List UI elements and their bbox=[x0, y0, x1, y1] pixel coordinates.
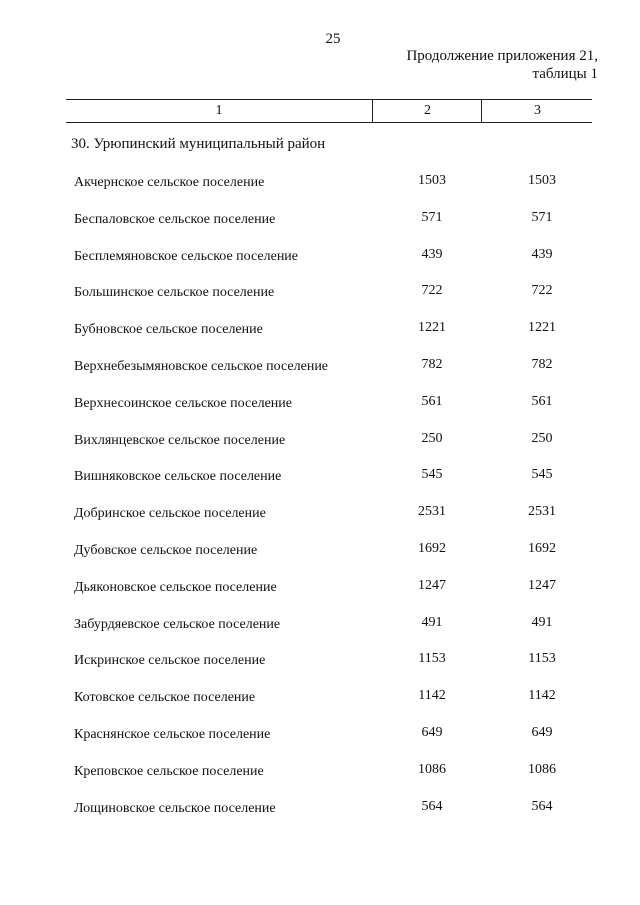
settlement-name: Верхнебезымяновское сельское поселение bbox=[74, 358, 329, 374]
header-col-3: 3 bbox=[481, 100, 593, 122]
table-row bbox=[0, 538, 640, 575]
value-col-3: 1503 bbox=[528, 173, 556, 188]
table-row bbox=[0, 391, 640, 428]
settlement-name: Лощиновское сельское поселение bbox=[74, 800, 276, 816]
value-col-2: 1153 bbox=[418, 651, 446, 667]
table-row bbox=[0, 722, 640, 759]
table-row bbox=[0, 685, 640, 722]
value-col-3: 1692 bbox=[528, 540, 556, 556]
table-row bbox=[0, 280, 640, 317]
value-col-3: 561 bbox=[531, 393, 553, 409]
header-col-1: 1 bbox=[215, 103, 223, 118]
value-col-2: 564 bbox=[421, 798, 443, 814]
value-col-3: 571 bbox=[531, 209, 553, 225]
table-row bbox=[0, 501, 640, 538]
value-col-2: 1142 bbox=[418, 688, 446, 704]
value-col-2: 782 bbox=[421, 356, 443, 372]
caption-line-2: таблицы 1 bbox=[532, 66, 598, 82]
settlement-name: Добринское сельское поселение bbox=[74, 506, 266, 522]
page-number: 25 bbox=[325, 31, 341, 47]
value-col-3: 545 bbox=[531, 467, 553, 483]
settlement-name: Дубовское сельское поселение bbox=[74, 542, 258, 558]
settlement-name: Верхнесоинское сельское поселение bbox=[74, 395, 292, 411]
value-col-3: 722 bbox=[531, 283, 553, 299]
value-col-2: 1086 bbox=[418, 761, 446, 777]
table-row bbox=[0, 317, 640, 354]
value-col-2: 1221 bbox=[418, 320, 446, 336]
value-col-3: 491 bbox=[531, 614, 553, 630]
value-col-2: 561 bbox=[421, 393, 443, 409]
value-col-2: 649 bbox=[421, 724, 443, 740]
value-col-2: 1692 bbox=[418, 540, 446, 556]
settlement-name: Краснянское сельское поселение bbox=[74, 726, 271, 742]
table-row bbox=[0, 354, 640, 391]
value-col-3: 2531 bbox=[528, 504, 556, 520]
settlement-name: Беспаловское сельское поселение bbox=[74, 211, 276, 227]
value-col-3: 1086 bbox=[528, 761, 556, 777]
settlement-name: Большинское сельское поселение bbox=[74, 285, 275, 301]
table-row bbox=[0, 648, 640, 685]
value-col-2: 571 bbox=[421, 209, 443, 225]
table-row bbox=[0, 244, 640, 281]
value-col-2: 250 bbox=[421, 430, 443, 446]
settlement-name: Бубновское сельское поселение bbox=[74, 322, 263, 338]
caption-line-1: Продолжение приложения 21, bbox=[406, 48, 598, 64]
value-col-2: 2531 bbox=[418, 504, 446, 520]
value-col-2: 722 bbox=[421, 283, 443, 299]
value-col-3: 1142 bbox=[528, 688, 556, 704]
settlement-name: Бесплемяновское сельское поселение bbox=[74, 248, 299, 264]
table-row bbox=[0, 796, 640, 833]
table-body bbox=[0, 170, 640, 832]
header-col-2: 2 bbox=[372, 100, 482, 122]
value-col-2: 439 bbox=[421, 246, 443, 262]
table-header bbox=[66, 99, 592, 123]
value-col-3: 250 bbox=[531, 430, 553, 446]
value-col-2: 545 bbox=[421, 467, 443, 483]
table-row bbox=[0, 207, 640, 244]
value-col-2: 1503 bbox=[418, 173, 446, 188]
table-row bbox=[0, 428, 640, 465]
settlement-name: Искринское сельское поселение bbox=[74, 653, 266, 669]
settlement-name: Акчернское сельское поселение bbox=[74, 175, 265, 190]
value-col-3: 1221 bbox=[528, 320, 556, 336]
value-col-3: 782 bbox=[531, 356, 553, 372]
value-col-3: 649 bbox=[531, 724, 553, 740]
table-row bbox=[0, 575, 640, 612]
table-row bbox=[0, 170, 640, 207]
value-col-3: 1247 bbox=[528, 577, 556, 593]
settlement-name: Креповское сельское поселение bbox=[74, 763, 264, 779]
settlement-name: Котовское сельское поселение bbox=[74, 690, 256, 706]
table-row bbox=[0, 464, 640, 501]
value-col-3: 564 bbox=[531, 798, 553, 814]
settlement-name: Вишняковское сельское поселение bbox=[74, 469, 282, 485]
value-col-2: 491 bbox=[421, 614, 443, 630]
value-col-2: 1247 bbox=[418, 577, 446, 593]
table-row bbox=[0, 759, 640, 796]
value-col-3: 439 bbox=[531, 246, 553, 262]
settlement-name: Дьяконовское сельское поселение bbox=[74, 579, 277, 595]
settlement-name: Забурдяевское сельское поселение bbox=[74, 616, 281, 632]
table-row bbox=[0, 612, 640, 649]
district-title: 30. Урюпинский муниципальный район bbox=[71, 136, 326, 152]
settlement-name: Вихлянцевское сельское поселение bbox=[74, 432, 286, 448]
value-col-3: 1153 bbox=[528, 651, 556, 667]
